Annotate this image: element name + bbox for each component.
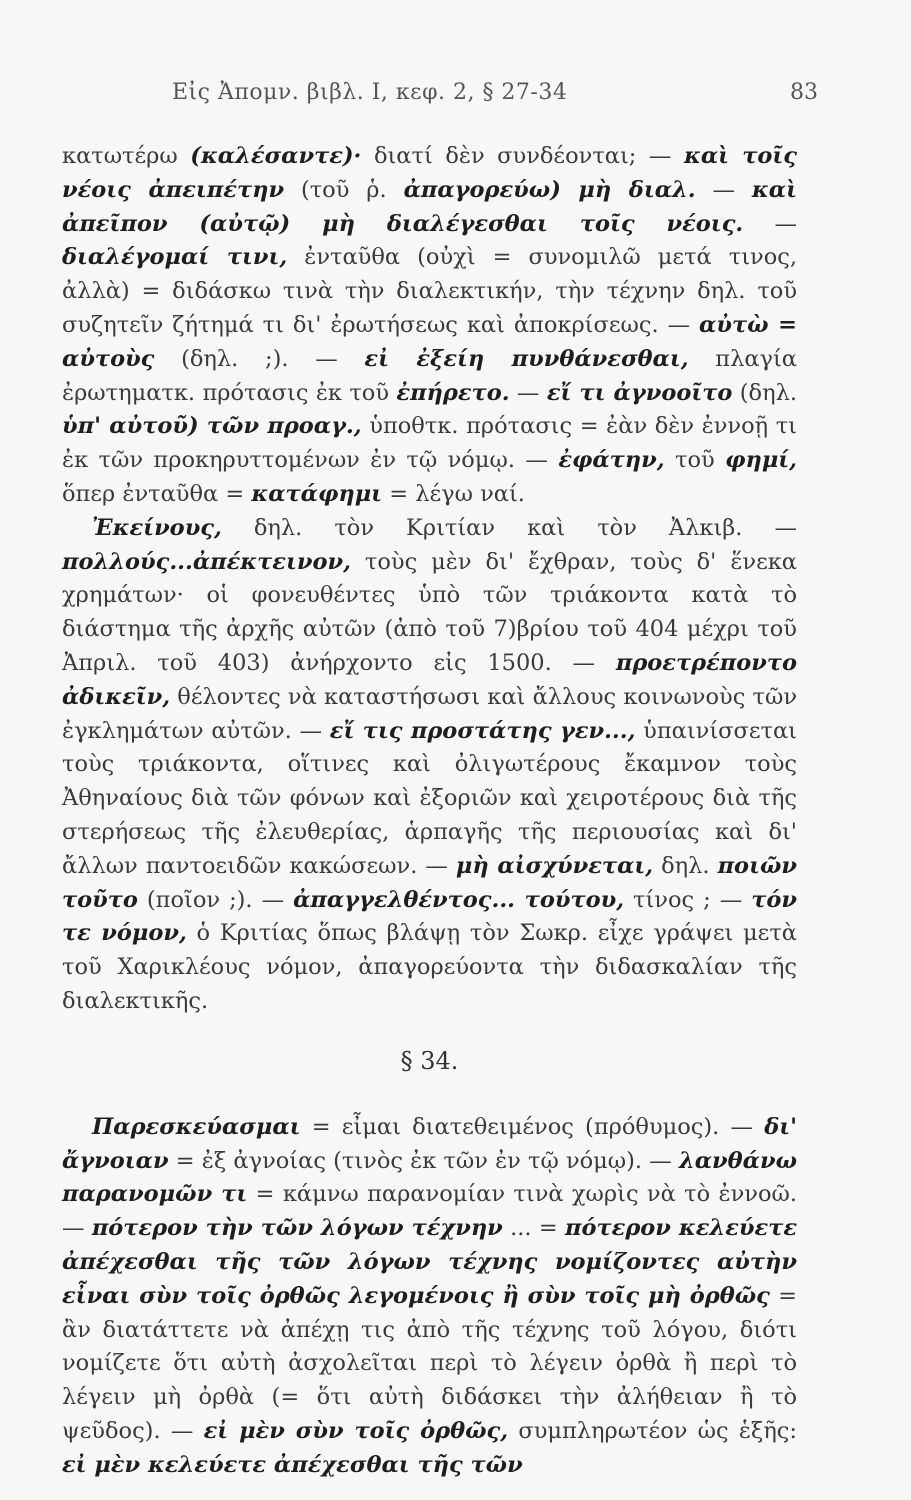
gloss-text: τοῦ bbox=[664, 447, 726, 474]
lemma-text: ἐφάτην, bbox=[558, 447, 665, 474]
lemma-text: ὑπ' αὐτοῦ) τῶν προαγ., bbox=[62, 413, 362, 440]
lemma-text: κατάφημι bbox=[251, 480, 383, 507]
gloss-text: — bbox=[695, 176, 752, 203]
lemma-text: ἀπαγγελθέντος... τούτου, bbox=[293, 886, 625, 913]
lemma-text: δι' ἄγνοιαν bbox=[62, 1113, 797, 1174]
lemma-text: διαλέγομαί τινι, bbox=[62, 244, 288, 271]
gloss-text: θέλοντες νὰ καταστήσωσι καὶ ἄλλους κοινωνοὺς τῶν ἐγκλημάτων αὐτῶν. — bbox=[62, 683, 797, 744]
gloss-text: = ἂν διατάττετε νὰ ἀπέχῃ τις ἀπὸ τῆς τέχνης τοῦ λόγου, διότι νομίζετε ὅτι αὐτὴ ἀσχολεῖται περὶ τὸ λέγειν ὀρθὰ ἢ περὶ τὸ λέγειν μὴ ὀρθὰ (= ὅτι αὐτὴ διδάσκει τὴν ἀλήθειαν ἢ τὸ ψεῦδος). — bbox=[62, 1282, 797, 1444]
gloss-text: = κάμνω παρανομίαν τινὰ χωρὶς νὰ τὸ ἐννοῶ. — bbox=[62, 1181, 797, 1242]
gloss-text: τοὺς μὲν δι' ἔχθραν, τοὺς δ' ἕνεκα χρημάτων· οἱ φονευθέντες ὑπὸ τῶν τριάκοντα κατὰ τὸ διάστημα τῆς ἀρχῆς αὐτῶν (ἀπὸ τοῦ 7)βρίου τοῦ 404 μέχρι τοῦ Ἀπριλ. τοῦ 403) ἀνήρχοντο εἰς 1500. — bbox=[62, 548, 797, 676]
lemma-text: εἰ μὲν κελεύετε ἀπέχεσθαι τῆς τῶν bbox=[62, 1451, 523, 1478]
gloss-text: ὁ Κριτίας ὅπως βλάψῃ τὸν Σωκρ. εἶχε γράψει μετὰ τοῦ Χαρικλέους νόμον, ἀπαγορεύοντα τὴν διδασκαλίαν τῆς διαλεκτικῆς. bbox=[62, 920, 797, 1014]
commentary-paragraph bbox=[62, 512, 797, 1019]
gloss-text: = εἶμαι διατεθειμένος (πρόθυμος). — bbox=[300, 1113, 765, 1140]
gloss-text: τίνος ; — bbox=[624, 886, 752, 913]
gloss-text: — bbox=[743, 210, 798, 237]
lemma-text: εἴ τις προστάτης γεν..., bbox=[329, 717, 636, 744]
gloss-text: συμπληρωτέον ὡς ἑξῆς: bbox=[508, 1417, 797, 1444]
lemma-text: Παρεσκεύασμαι bbox=[92, 1113, 301, 1140]
lemma-text: αὐτὼ = αὐτοὺς bbox=[62, 311, 797, 372]
section-heading: § 34. bbox=[400, 1046, 459, 1075]
gloss-text: (δηλ. ;). — bbox=[154, 345, 365, 372]
lemma-text: πότερον κελεύετε ἀπέχεσθαι τῆς τῶν λόγων τέχνης νομίζοντες αὐτὴν εἶναι σὺν τοῖς ὀρθῶς λεγομένοις ἢ σὺν τοῖς μὴ ὀρθῶς bbox=[62, 1215, 797, 1309]
lemma-text: (καλέσαντε)· bbox=[190, 143, 362, 169]
gloss-text: ... = bbox=[502, 1215, 566, 1242]
gloss-text: διατί δὲν συνδέονται; — bbox=[361, 143, 684, 169]
gloss-text: (δηλ. bbox=[732, 379, 797, 406]
lemma-text: λανθάνω παρανομῶν τι bbox=[62, 1147, 797, 1208]
lemma-text: εἰ ἐξείη πυνθάνεσθαι, bbox=[364, 345, 689, 372]
gloss-text: δηλ. bbox=[653, 852, 718, 879]
gloss-text: πλαγία ἐρωτηματκ. πρότασις ἐκ τοῦ bbox=[62, 345, 797, 406]
lemma-text: προετρέποντο ἀδικεῖν, bbox=[62, 649, 797, 710]
lemma-text: εἰ μὲν σὺν τοῖς ὀρθῶς, bbox=[203, 1417, 509, 1444]
lemma-text: Ἐκείνους, bbox=[92, 514, 222, 541]
lemma-text: καὶ ἀπεῖπον (αὐτῷ) μὴ διαλέγεσθαι τοῖς νέοις. bbox=[62, 176, 797, 237]
running-title: Εἰς Ἀπομν. βιβλ. Ι, κεφ. 2, § 27-34 bbox=[172, 80, 568, 105]
commentary-text bbox=[62, 140, 797, 1482]
gloss-text: = ἐξ ἀγνοίας (τινὸς ἐκ τῶν ἐν τῷ νόμῳ). — bbox=[168, 1147, 679, 1174]
lemma-text: μὴ αἰσχύνεται, bbox=[455, 852, 654, 879]
lemma-text: καὶ τοῖς νέοις ἀπειπέτην bbox=[62, 143, 798, 203]
page-number: 83 bbox=[790, 80, 818, 105]
gloss-text: κατωτέρω bbox=[62, 143, 191, 169]
lemma-text: εἴ τι ἀγνοοῖτο bbox=[546, 379, 733, 406]
lemma-text: ἀπαγορεύω) μὴ διαλ. bbox=[403, 176, 696, 203]
lemma-text: ἐπήρετο. bbox=[396, 379, 510, 406]
lemma-text: τόν τε νόμον, bbox=[62, 886, 797, 947]
gloss-text: = λέγω ναί. bbox=[382, 480, 525, 507]
gloss-text: ὑπαινίσσεται τοὺς τριάκοντα, οἵτινες καὶ ὀλιγωτέρους ἔκαμνον τοὺς Ἀθηναίους διὰ τῶν φόνων καὶ ἐξοριῶν καὶ χειροτέρους διὰ τῆς στερήσεως τῆς ἐλευθερίας, ἁρπαγῆς τῆς περιουσίας καὶ δι' ἄλλων παντοειδῶν κακώσεων. — bbox=[62, 717, 797, 879]
lemma-text: πότερον τὴν τῶν λόγων τέχνην bbox=[91, 1215, 503, 1242]
lemma-text: φημί, bbox=[725, 447, 798, 474]
lemma-text: ποιῶν τοῦτο bbox=[62, 852, 797, 913]
gloss-text: (τοῦ ῥ. bbox=[284, 176, 404, 203]
lemma-text: πολλούς...ἀπέκτεινον, bbox=[62, 548, 351, 575]
gloss-text: ὑποθτκ. πρότασις = ἐὰν δὲν ἐννοῇ τι ἐκ τῶν προκηρυττομένων ἐν τῷ νόμῳ. — bbox=[62, 413, 798, 474]
commentary-paragraph bbox=[62, 140, 797, 512]
gloss-text: δηλ. τὸν Κριτίαν καὶ τὸν Ἀλκιβ. — bbox=[221, 514, 797, 541]
gloss-text: ὅπερ ἐνταῦθα = bbox=[62, 480, 252, 507]
gloss-text: — bbox=[509, 379, 547, 406]
gloss-text: (ποῖον ;). — bbox=[137, 886, 294, 913]
gloss-text: ἐνταῦθα (οὐχὶ = συνομιλῶ μετά τινος, ἀλλὰ) = διδάσκω τινὰ τὴν διαλεκτικήν, τὴν τέχνην δηλ. τοῦ συζητεῖν ζήτημά τι δι' ἐρωτήσεως καὶ ἀποκρίσεως. — bbox=[62, 244, 797, 338]
commentary-paragraph bbox=[62, 1111, 797, 1483]
